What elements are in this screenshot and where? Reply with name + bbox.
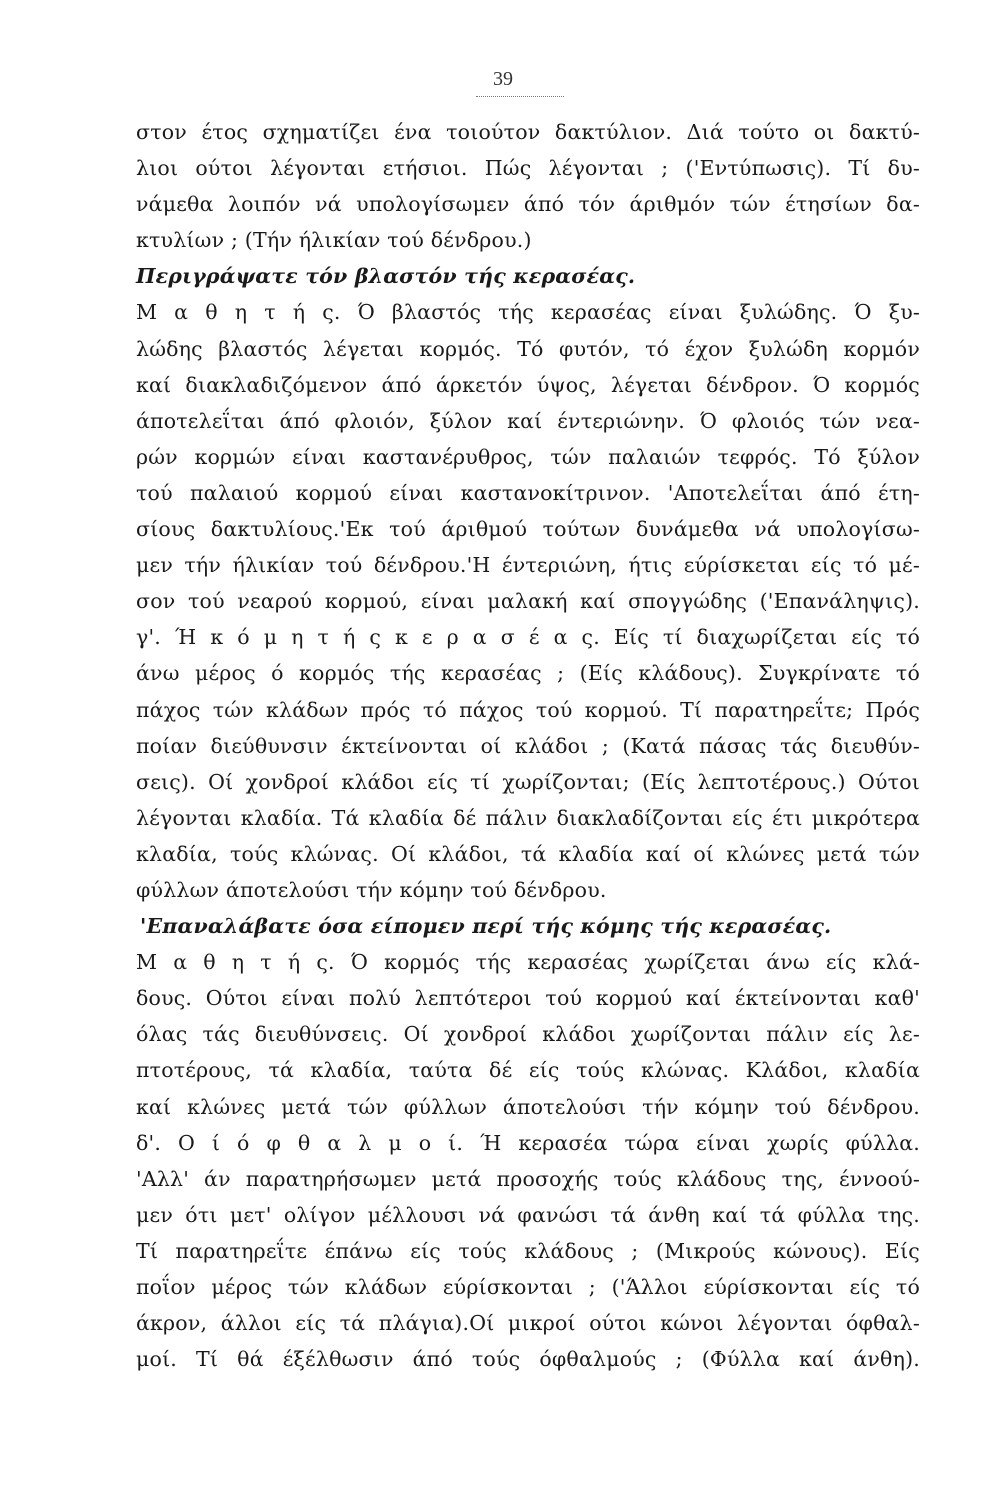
text-line: 'Αλλ' άν παρατηρήσωμεν μετά προσοχής τούς κλάδους της, έννοού- [136, 1166, 920, 1191]
text-line: άκρον, άλλοι είς τά πλάγια).Οί μικροί ούτοι κώνοι λέγονται όφθαλ- [136, 1311, 920, 1336]
text-line: νάμεθα λοιπόν νά υπολογίσωμεν άπό τόν άριθμόν τών έτησίων δα- [136, 192, 920, 217]
text-line: μοί. Τί θά έξέλθωσιν άπό τούς όφθαλμούς ; (Φύλλα καί άνθη). [136, 1347, 920, 1372]
section-heading: Περιγράψατε τόν βλαστόν τής κερασέας. [136, 264, 636, 289]
text-line: ποίαν διεύθυνσιν έκτείνονται οί κλάδοι ; (Κατά πάσας τάς διευθύν- [136, 733, 920, 758]
text-line: ρών κορμών είναι καστανέρυθρος, τών παλαιών τεφρός. Τό ξύλον [136, 444, 920, 469]
text-line: σεις). Οί χονδροί κλάδοι είς τί χωρίζονται; (Είς λεπτοτέρους.) Ούτοι [136, 769, 920, 794]
text-line: στον έτος σχηματίζει ένα τοιούτον δακτύλιον. Διά τούτο οι δακτύ- [136, 120, 920, 144]
text-line: Μ α θ η τ ή ς. Ό βλαστός τής κερασέας είναι ξυλώδης. Ό ξυ- [136, 300, 920, 325]
text-line: σον τού νεαρού κορμού, είναι μαλακή καί σπογγώδης ('Επανάληψις). [136, 589, 920, 614]
text-line: σίους δακτυλίους.'Εκ τού άριθμού τούτων δυνάμεθα νά υπολογίσω- [136, 517, 920, 542]
section-heading: 'Επαναλάβατε όσα είπομεν περί τής κόμης τής κερασέας. [140, 914, 832, 939]
text-line: όλας τάς διευθύνσεις. Οί χονδροί κλάδοι χωρίζονται πάλιν είς λε- [136, 1022, 920, 1047]
text-line: άνω μέρος ό κορμός τής κερασέας ; (Είς κλάδους). Συγκρίνατε τό [136, 661, 920, 686]
text-line: κλαδία, τούς κλώνας. Οί κλάδοι, τά κλαδία καί οί κλώνες μετά τών [136, 841, 920, 866]
text-line: πάχος τών κλάδων πρός τό πάχος τού κορμού. Τί παρατηρεΐτε; Πρός [136, 697, 920, 722]
text-line: άποτελεΐται άπό φλοιόν, ξύλον καί έντεριώνην. Ό φλοιός τών νεα- [136, 408, 920, 433]
text-line: γ'. Ή κ ό μ η τ ή ς κ ε ρ α σ έ α ς. Είς τί διαχωρίζεται είς τό [136, 625, 920, 650]
text-line: Τί παρατηρεΐτε έπάνω είς τούς κλάδους ; (Μικρούς κώνους). Είς [136, 1238, 920, 1263]
text-line: κτυλίων ; (Τήν ήλικίαν τού δένδρου.) [136, 228, 532, 253]
body-text [136, 114, 920, 1377]
text-line: δους. Ούτοι είναι πολύ λεπτότεροι τού κορμού καί έκτείνονται καθ' [136, 986, 920, 1011]
text-line: δ'. Ο ί ό φ θ α λ μ ο ί. Ή κερασέα τώρα είναι χωρίς φύλλα. [136, 1130, 920, 1155]
text-line: λιοι ούτοι λέγονται ετήσιοι. Πώς λέγονται ; ('Εντύπωσις). Τί δυ- [136, 156, 920, 181]
text-line: μεν ότι μετ' ολίγον μέλλουσι νά φανώσι τά άνθη καί τά φύλλα της. [136, 1202, 920, 1227]
text-line: πτοτέρους, τά κλαδία, ταύτα δέ είς τούς κλώνας. Κλάδοι, κλαδία [136, 1058, 920, 1083]
text-line: φύλλων άποτελούσι τήν κόμην τού δένδρου. [136, 877, 607, 902]
text-line: λέγονται κλαδία. Τά κλαδία δέ πάλιν διακλαδίζονται είς έτι μικρότερα [136, 805, 920, 830]
text-line: ποΐον μέρος τών κλάδων εύρίσκονται ; ('Άλλοι εύρίσκονται είς τό [136, 1275, 920, 1299]
text-line: λώδης βλαστός λέγεται κορμός. Τό φυτόν, τό έχον ξυλώδη κορμόν [136, 336, 920, 361]
text-line: μεν τήν ήλικίαν τού δένδρου.'Η έντεριώνη, ήτις εύρίσκεται είς τό μέ- [136, 553, 920, 578]
text-line: καί κλώνες μετά τών φύλλων άποτελούσι τήν κόμην τού δένδρου. [136, 1094, 920, 1119]
page-number: 39 [493, 68, 513, 90]
page-number-rule [476, 96, 564, 97]
text-line: τού παλαιού κορμού είναι καστανοκίτρινον. 'Αποτελεΐται άπό έτη- [136, 480, 920, 505]
text-line: Μ α θ η τ ή ς. Ό κορμός τής κερασέας χωρίζεται άνω είς κλά- [136, 950, 920, 975]
text-line: καί διακλαδιζόμενον άπό άρκετόν ύψος, λέγεται δένδρον. Ό κορμός [136, 372, 920, 397]
